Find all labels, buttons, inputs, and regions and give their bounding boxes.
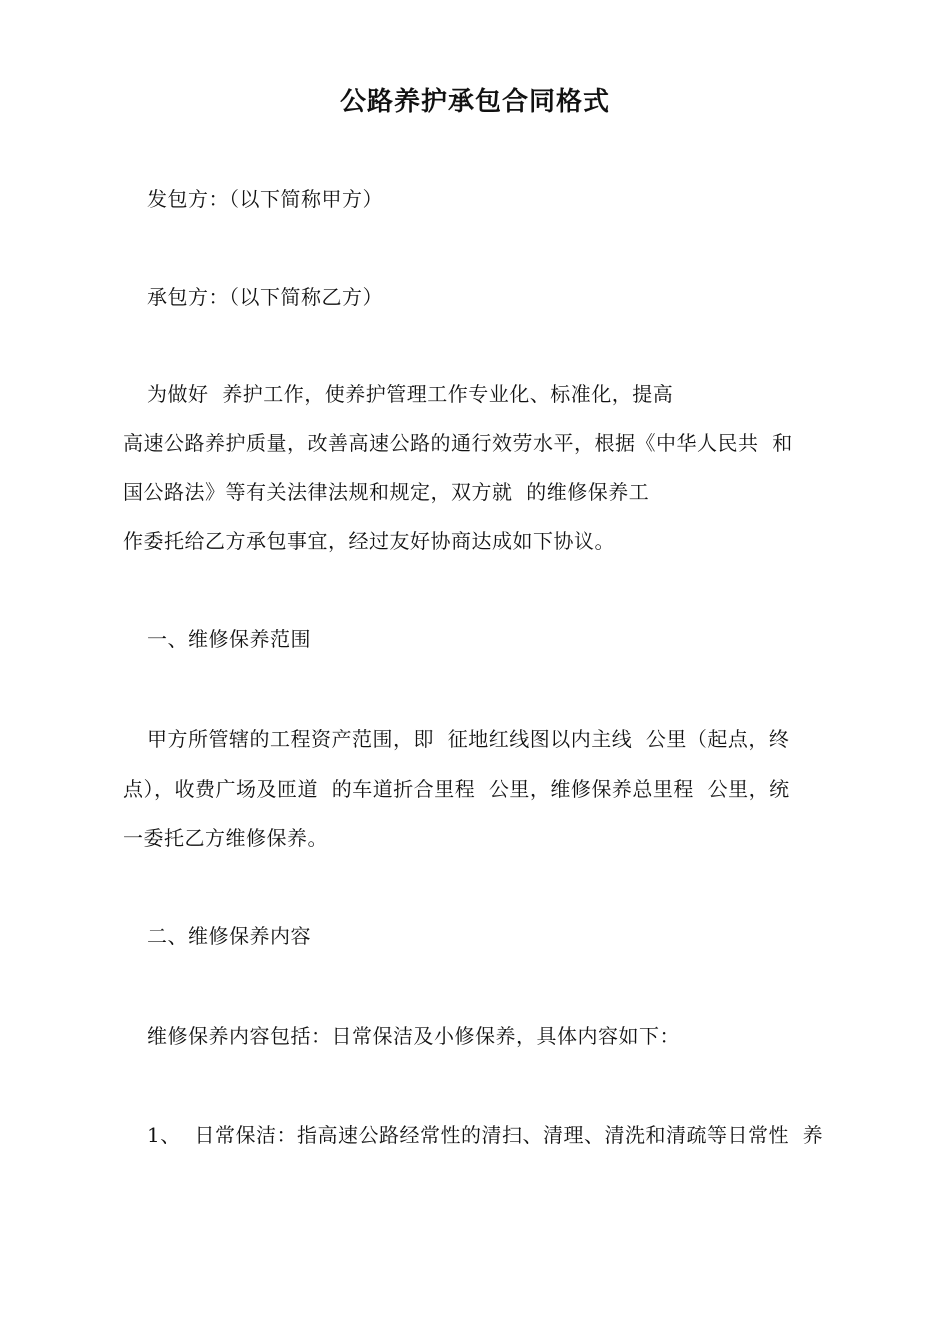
party-b-line: 承包方：（以下简称乙方） xyxy=(147,285,383,309)
section-1-line-2: 点），收费广场及匝道 的车道折合里程 公里，维修保养总里程 公里，统 xyxy=(123,777,790,801)
section-1-heading: 一、维修保养范围 xyxy=(147,627,311,651)
document-title: 公路养护承包合同格式 xyxy=(339,87,610,117)
section-2-heading: 二、维修保养内容 xyxy=(147,924,311,948)
intro-line-4: 作委托给乙方承包事宜，经过友好协商达成如下协议。 xyxy=(123,529,615,553)
intro-line-2: 高速公路养护质量，改善高速公路的通行效劳水平，根据《中华人民共 和 xyxy=(123,431,793,455)
section-2-body: 维修保养内容包括：日常保洁及小修保养，具体内容如下： xyxy=(147,1024,680,1048)
intro-line-1: 为做好 养护工作，使养护管理工作专业化、标准化，提高 xyxy=(147,382,674,406)
section-1-line-3: 一委托乙方维修保养。 xyxy=(123,826,328,850)
item-1-line: 1、 日常保洁：指高速公路经常性的清扫、清理、清洗和清疏等日常性 养 xyxy=(147,1123,824,1147)
intro-line-3: 国公路法》等有关法律法规和规定，双方就 的维修保养工 xyxy=(123,480,650,504)
party-a-line: 发包方：（以下简称甲方） xyxy=(147,187,383,211)
section-1-line-1: 甲方所管辖的工程资产范围，即 征地红线图以内主线 公里（起点，终 xyxy=(147,727,790,751)
